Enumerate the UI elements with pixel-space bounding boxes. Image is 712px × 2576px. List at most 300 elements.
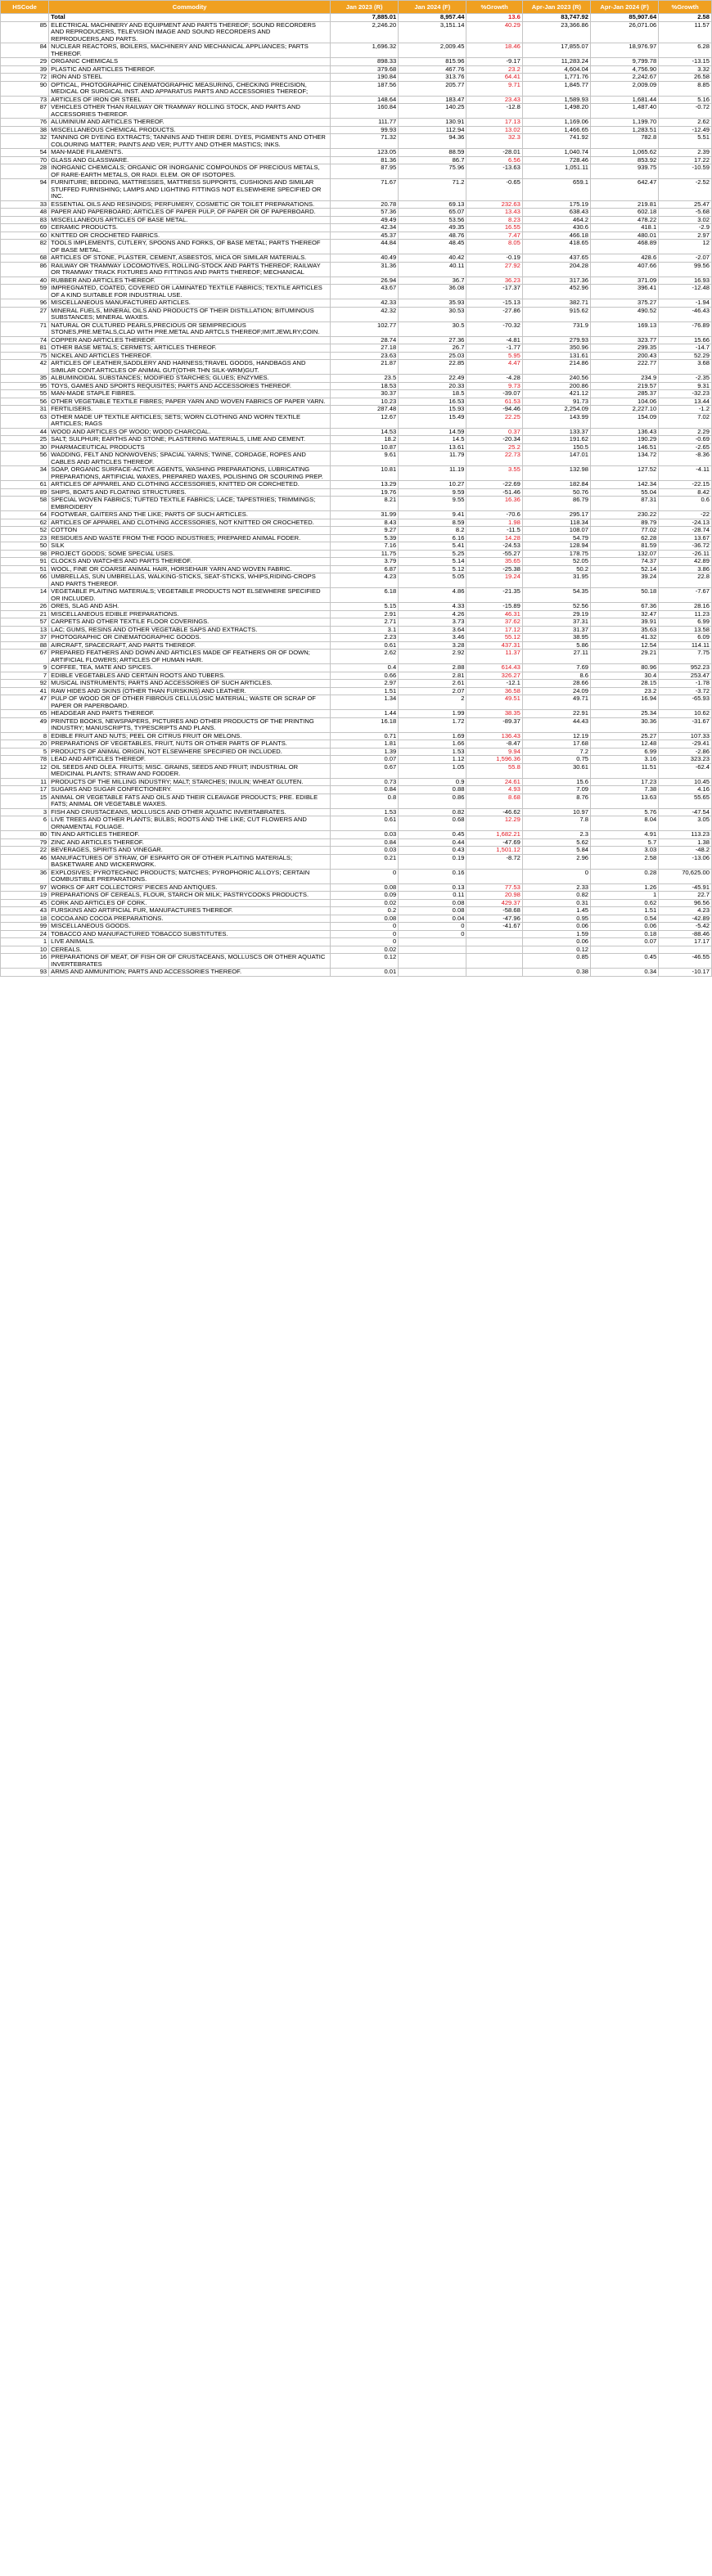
cell-jan-2024: 3.64 — [399, 626, 466, 634]
cell-jan-2023: 16.18 — [331, 717, 399, 732]
cell-apr-jan-2023: 418.65 — [522, 240, 590, 254]
cell-growth-cumulative: 7.75 — [659, 650, 712, 664]
cell-hscode: 67 — [1, 650, 49, 664]
cell-apr-jan-2023: 10.97 — [522, 808, 590, 816]
cell-commodity: MUSICAL INSTRUMENTS; PARTS AND ACCESSORIES OF SUCH ARTICLES. — [49, 680, 331, 688]
cell-jan-2023: 3.79 — [331, 558, 399, 566]
header-growth-cumulative[interactable]: %Growth — [659, 1, 712, 14]
table-row — [1, 573, 712, 588]
cell-hscode: 27 — [1, 307, 49, 321]
cell-apr-jan-2023: 1,466.65 — [522, 126, 590, 134]
table-row — [1, 285, 712, 299]
cell-apr-jan-2024: 230.22 — [591, 511, 659, 519]
cell-growth-month: 37.62 — [466, 618, 522, 627]
cell-apr-jan-2024: 219.57 — [591, 382, 659, 390]
cell-growth-month — [466, 869, 522, 883]
cell-apr-jan-2023: 118.34 — [522, 519, 590, 527]
cell-jan-2024: 5.14 — [399, 558, 466, 566]
cell-commodity: OPTICAL, PHOTOGRAPHIC CINEMATOGRAPHIC MEASURING, CHECKING PRECISION, MEDICAL OR SURGICAL INST. AND APPARATUS PARTS AND ACCESSORIES THEREOF; — [49, 81, 331, 96]
cell-jan-2023: 0.03 — [331, 847, 399, 855]
cell-jan-2024: 15.93 — [399, 406, 466, 414]
cell-commodity: FURSKINS AND ARTIFICIAL FUR, MANUFACTURES THEREOF. — [49, 907, 331, 915]
cell-jan-2024: 0.45 — [399, 831, 466, 839]
cell-growth-month: 22.25 — [466, 413, 522, 428]
header-row — [1, 1, 712, 14]
cell-jan-2024: 5.12 — [399, 565, 466, 573]
header-hscode[interactable]: HSCode — [1, 1, 49, 14]
cell-hscode: 71 — [1, 321, 49, 336]
cell-apr-jan-2023: 2.3 — [522, 831, 590, 839]
cell-commodity: ELECTRICAL MACHINERY AND EQUIPMENT AND PARTS THEREOF; SOUND RECORDERS AND REPRODUCERS, TELEVISION IMAGE AND SOUND RECORDERS AND REPRODUCERS,AND PARTS. — [49, 21, 331, 43]
cell-growth-cumulative: 2.97 — [659, 232, 712, 240]
header-commodity[interactable]: Commodity — [49, 1, 331, 14]
cell-growth-month: 77.53 — [466, 883, 522, 892]
cell-growth-cumulative: -13.06 — [659, 854, 712, 869]
cell-jan-2024: 36.08 — [399, 285, 466, 299]
cell-commodity: WOOL, FINE OR COARSE ANIMAL HAIR, HORSEHAIR YARN AND WOVEN FABRIC. — [49, 565, 331, 573]
cell-hscode: 90 — [1, 81, 49, 96]
cell-commodity: SPECIAL WOVEN FABRICS; TUFTED TEXTILE FABRICS; LACE; TAPESTRIES; TRIMMINGS; EMBROIDERY — [49, 497, 331, 511]
cell-jan-2023: 0 — [331, 923, 399, 931]
cell-jan-2024: 9.55 — [399, 497, 466, 511]
cell-growth-cumulative: -1.78 — [659, 680, 712, 688]
cell-apr-jan-2024: 1,681.44 — [591, 96, 659, 104]
cell-commodity: NATURAL OR CULTURED PEARLS,PRECIOUS OR SEMIPRECIOUS STONES,PRE.METALS,CLAD WITH PRE.METAL AND ARTCLS THEREOF;IMIT.JEWLRY;COIN. — [49, 321, 331, 336]
cell-hscode: 61 — [1, 481, 49, 489]
cell-apr-jan-2023: 0 — [522, 869, 590, 883]
cell-jan-2024: 36.7 — [399, 276, 466, 285]
cell-apr-jan-2023: 204.28 — [522, 262, 590, 276]
cell-apr-jan-2023: 143.99 — [522, 413, 590, 428]
cell-jan-2024: 6.16 — [399, 534, 466, 542]
total-growth-month: 13.6 — [466, 14, 522, 22]
table-row — [1, 81, 712, 96]
cell-growth-cumulative: 9.31 — [659, 382, 712, 390]
cell-growth-month: 36.58 — [466, 687, 522, 695]
cell-jan-2024: 86.7 — [399, 156, 466, 164]
cell-jan-2024: 0.11 — [399, 892, 466, 900]
cell-growth-month: 6.56 — [466, 156, 522, 164]
cell-apr-jan-2024: 190.29 — [591, 436, 659, 444]
cell-hscode: 50 — [1, 542, 49, 551]
cell-growth-month: -51.46 — [466, 488, 522, 497]
cell-hscode: 56 — [1, 452, 49, 466]
table-row — [1, 254, 712, 263]
cell-commodity: SOAP, ORGANIC SURFACE-ACTIVE AGENTS, WASHING PREPARATIONS, LUBRICATING PREPARATIONS, ARTIFICIAL WAXES, PREPARED WAXES, POLISHING OR SCOURING PREP. — [49, 466, 331, 481]
cell-commodity: VEGETABLE PLAITING MATERIALS; VEGETABLE PRODUCTS NOT ELSEWHERE SPECIFIED OR INCLUDED. — [49, 588, 331, 603]
cell-jan-2023: 2.91 — [331, 610, 399, 618]
cell-jan-2024: 30.5 — [399, 321, 466, 336]
cell-jan-2023: 40.49 — [331, 254, 399, 263]
table-row — [1, 74, 712, 82]
table-row — [1, 321, 712, 336]
cell-jan-2023: 71.32 — [331, 134, 399, 149]
cell-apr-jan-2023: 5.86 — [522, 641, 590, 650]
table-row — [1, 740, 712, 749]
cell-hscode: 42 — [1, 360, 49, 375]
cell-jan-2024 — [399, 954, 466, 969]
table-row — [1, 65, 712, 74]
cell-apr-jan-2024: 25.34 — [591, 710, 659, 718]
cell-hscode: 74 — [1, 336, 49, 344]
cell-growth-month: -47.96 — [466, 915, 522, 923]
cell-hscode: 19 — [1, 892, 49, 900]
cell-apr-jan-2024: 12.48 — [591, 740, 659, 749]
cell-jan-2024: 71.2 — [399, 179, 466, 201]
total-label: Total — [49, 14, 331, 22]
table-row — [1, 618, 712, 627]
cell-apr-jan-2024: 55.04 — [591, 488, 659, 497]
cell-growth-cumulative: -62.4 — [659, 763, 712, 778]
cell-jan-2023: 1.34 — [331, 695, 399, 710]
cell-apr-jan-2024: 39.24 — [591, 573, 659, 588]
cell-jan-2024: 1.53 — [399, 748, 466, 756]
cell-jan-2023: 187.56 — [331, 81, 399, 96]
cell-hscode: 68 — [1, 254, 49, 263]
cell-growth-cumulative: 17.17 — [659, 938, 712, 946]
cell-growth-cumulative: -32.23 — [659, 390, 712, 398]
cell-jan-2023: 0.03 — [331, 831, 399, 839]
cell-jan-2024: 10.27 — [399, 481, 466, 489]
cell-growth-cumulative: 99.56 — [659, 262, 712, 276]
cell-growth-month: 20.98 — [466, 892, 522, 900]
cell-commodity: BEVERAGES, SPIRITS AND VINEGAR. — [49, 847, 331, 855]
cell-jan-2024: 40.11 — [399, 262, 466, 276]
cell-apr-jan-2023: 11,283.24 — [522, 58, 590, 66]
cell-jan-2023: 2.62 — [331, 650, 399, 664]
cell-jan-2023: 1.53 — [331, 808, 399, 816]
cell-jan-2024: 27.36 — [399, 336, 466, 344]
cell-apr-jan-2024: 18,976.97 — [591, 43, 659, 58]
cell-growth-month: -17.37 — [466, 285, 522, 299]
cell-growth-cumulative: 4.23 — [659, 907, 712, 915]
cell-apr-jan-2024: 418.1 — [591, 224, 659, 232]
cell-jan-2024: 8.59 — [399, 519, 466, 527]
cell-apr-jan-2024: 468.89 — [591, 240, 659, 254]
table-row — [1, 119, 712, 127]
cell-apr-jan-2024: 41.32 — [591, 634, 659, 642]
cell-growth-month: 55.8 — [466, 763, 522, 778]
header-jan-2024[interactable]: Jan 2024 (F) — [399, 1, 466, 14]
cell-jan-2023: 18.2 — [331, 436, 399, 444]
cell-growth-cumulative: -42.89 — [659, 915, 712, 923]
cell-jan-2023: 898.33 — [331, 58, 399, 66]
cell-jan-2023: 0.2 — [331, 907, 399, 915]
cell-apr-jan-2023: 2,254.09 — [522, 406, 590, 414]
cell-jan-2023: 2.97 — [331, 680, 399, 688]
cell-commodity: GLASS AND GLASSWARE. — [49, 156, 331, 164]
cell-commodity: SHIPS, BOATS AND FLOATING STRUCTURES. — [49, 488, 331, 497]
cell-commodity: SILK — [49, 542, 331, 551]
header-apr-jan-2023[interactable]: Apr-Jan 2023 (R) — [522, 1, 590, 14]
cell-growth-cumulative: 52.29 — [659, 352, 712, 360]
cell-commodity: PRODUCTS OF THE MILLING INDUSTRY; MALT; STARCHES; INULIN; WHEAT GLUTEN. — [49, 778, 331, 786]
cell-jan-2024: 4.26 — [399, 610, 466, 618]
table-row — [1, 43, 712, 58]
cell-commodity: TIN AND ARTICLES THEREOF. — [49, 831, 331, 839]
cell-hscode: 24 — [1, 930, 49, 938]
table-row — [1, 816, 712, 831]
header-jan-2023[interactable]: Jan 2023 (R) — [331, 1, 399, 14]
cell-apr-jan-2023: 7.8 — [522, 816, 590, 831]
cell-growth-cumulative: 15.66 — [659, 336, 712, 344]
cell-apr-jan-2023: 37.31 — [522, 618, 590, 627]
cell-hscode: 94 — [1, 179, 49, 201]
cell-apr-jan-2023: 466.18 — [522, 232, 590, 240]
table-row — [1, 588, 712, 603]
cell-commodity: NICKEL AND ARTICLES THEREOF. — [49, 352, 331, 360]
table-row — [1, 209, 712, 217]
cell-hscode: 11 — [1, 778, 49, 786]
cell-jan-2023: 31.36 — [331, 262, 399, 276]
cell-jan-2023: 0.21 — [331, 854, 399, 869]
table-row — [1, 969, 712, 977]
cell-jan-2023: 0 — [331, 869, 399, 883]
cell-commodity: MINERAL FUELS, MINERAL OILS AND PRODUCTS OF THEIR DISTILLATION; BITUMINOUS SUBSTANCES; MINERAL WAXES. — [49, 307, 331, 321]
cell-hscode: 91 — [1, 558, 49, 566]
cell-growth-cumulative: -10.17 — [659, 969, 712, 977]
header-growth-month[interactable]: %Growth — [466, 1, 522, 14]
cell-commodity: ARTICLES OF APPAREL AND CLOTHING ACCESSORIES, KNITTED OR CORCHETED. — [49, 481, 331, 489]
cell-jan-2024: 0.9 — [399, 778, 466, 786]
cell-jan-2024: 2.61 — [399, 680, 466, 688]
cell-growth-month: 9.73 — [466, 382, 522, 390]
cell-growth-cumulative: -13.15 — [659, 58, 712, 66]
table-row — [1, 519, 712, 527]
cell-growth-month: 23.43 — [466, 96, 522, 104]
cell-commodity: PREPARATIONS OF VEGETABLES, FRUIT, NUTS OR OTHER PARTS OF PLANTS. — [49, 740, 331, 749]
cell-growth-cumulative: 10.62 — [659, 710, 712, 718]
cell-hscode: 21 — [1, 610, 49, 618]
cell-jan-2024: 48.45 — [399, 240, 466, 254]
cell-jan-2024: 11.19 — [399, 466, 466, 481]
cell-jan-2024: 5.25 — [399, 550, 466, 558]
cell-growth-month: -12.1 — [466, 680, 522, 688]
cell-apr-jan-2024: 200.43 — [591, 352, 659, 360]
table-row — [1, 179, 712, 201]
cell-jan-2024: 4.33 — [399, 603, 466, 611]
cell-apr-jan-2023: 214.86 — [522, 360, 590, 375]
cell-growth-cumulative: -5.68 — [659, 209, 712, 217]
cell-jan-2024: 0.86 — [399, 793, 466, 808]
cell-commodity: OTHER VEGETABLE TEXTILE FIBRES; PAPER YARN AND WOVEN FABRICS OF PAPER YARN. — [49, 398, 331, 406]
cell-growth-month: -47.69 — [466, 838, 522, 847]
cell-commodity: PRINTED BOOKS, NEWSPAPERS, PICTURES AND OTHER PRODUCTS OF THE PRINTING INDUSTRY; MANUSCRIPTS, TYPESCRIPTS AND PLANS. — [49, 717, 331, 732]
cell-jan-2023: 123.05 — [331, 149, 399, 157]
cell-jan-2024: 88.59 — [399, 149, 466, 157]
cell-growth-cumulative: 3.02 — [659, 216, 712, 224]
cell-commodity: PHARMACEUTICAL PRODUCTS — [49, 443, 331, 452]
table-row — [1, 695, 712, 710]
cell-commodity: ALBUMINOIDAL SUBSTANCES; MODIFIED STARCHES; GLUES; ENZYMES. — [49, 375, 331, 383]
table-row — [1, 542, 712, 551]
cell-jan-2024: 0.04 — [399, 915, 466, 923]
cell-jan-2024: 9.41 — [399, 511, 466, 519]
cell-growth-month: 16.36 — [466, 497, 522, 511]
table-row — [1, 164, 712, 179]
cell-jan-2024: 49.35 — [399, 224, 466, 232]
cell-hscode: 26 — [1, 603, 49, 611]
cell-apr-jan-2024: 30.4 — [591, 672, 659, 680]
cell-growth-month: 13.43 — [466, 209, 522, 217]
cell-growth-month: -89.37 — [466, 717, 522, 732]
cell-jan-2023: 1,696.32 — [331, 43, 399, 58]
cell-hscode: 78 — [1, 756, 49, 764]
cell-hscode: 31 — [1, 406, 49, 414]
cell-growth-month: 36.23 — [466, 276, 522, 285]
cell-hscode: 15 — [1, 793, 49, 808]
cell-growth-cumulative: -7.67 — [659, 588, 712, 603]
cell-jan-2023: 190.84 — [331, 74, 399, 82]
cell-apr-jan-2023: 1,845.77 — [522, 81, 590, 96]
cell-growth-month: 232.63 — [466, 200, 522, 209]
cell-hscode: 23 — [1, 534, 49, 542]
cell-hscode: 62 — [1, 519, 49, 527]
cell-jan-2024: 3.73 — [399, 618, 466, 627]
cell-growth-cumulative: -28.74 — [659, 527, 712, 535]
cell-jan-2023: 31.99 — [331, 511, 399, 519]
table-row — [1, 360, 712, 375]
cell-apr-jan-2024: 6.99 — [591, 748, 659, 756]
cell-growth-month: 13.02 — [466, 126, 522, 134]
cell-jan-2024: 5.05 — [399, 573, 466, 588]
cell-jan-2024: 22.49 — [399, 375, 466, 383]
cell-growth-cumulative: 107.33 — [659, 732, 712, 740]
cell-growth-month: -8.72 — [466, 854, 522, 869]
cell-hscode: 8 — [1, 732, 49, 740]
cell-commodity: FERTILISERS. — [49, 406, 331, 414]
cell-growth-month: 55.12 — [466, 634, 522, 642]
cell-growth-month: 49.51 — [466, 695, 522, 710]
cell-hscode: 43 — [1, 907, 49, 915]
cell-apr-jan-2023: 0.31 — [522, 899, 590, 907]
cell-apr-jan-2024: 0.07 — [591, 938, 659, 946]
cell-jan-2023: 9.27 — [331, 527, 399, 535]
table-row — [1, 21, 712, 43]
cell-jan-2024 — [399, 969, 466, 977]
cell-growth-month: 17.12 — [466, 626, 522, 634]
cell-apr-jan-2023: 131.61 — [522, 352, 590, 360]
cell-apr-jan-2023: 31.37 — [522, 626, 590, 634]
cell-apr-jan-2023: 1,051.11 — [522, 164, 590, 179]
cell-jan-2023: 21.87 — [331, 360, 399, 375]
cell-apr-jan-2023: 915.62 — [522, 307, 590, 321]
cell-apr-jan-2024: 0.06 — [591, 923, 659, 931]
header-apr-jan-2024[interactable]: Apr-Jan 2024 (F) — [591, 1, 659, 14]
cell-jan-2024: 9.59 — [399, 488, 466, 497]
table-row — [1, 664, 712, 672]
cell-jan-2024: 3.46 — [399, 634, 466, 642]
cell-apr-jan-2023: 5.84 — [522, 847, 590, 855]
cell-commodity: EDIBLE VEGETABLES AND CERTAIN ROOTS AND TUBERS. — [49, 672, 331, 680]
cell-commodity: OIL SEEDS AND OLEA. FRUITS; MISC. GRAINS, SEEDS AND FRUIT; INDUSTRIAL OR MEDICINAL PLANTS; STRAW AND FODDER. — [49, 763, 331, 778]
cell-apr-jan-2023: 8.6 — [522, 672, 590, 680]
cell-apr-jan-2023: 17.68 — [522, 740, 590, 749]
cell-growth-month — [466, 969, 522, 977]
cell-growth-month: 437.31 — [466, 641, 522, 650]
cell-apr-jan-2023: 731.9 — [522, 321, 590, 336]
cell-growth-cumulative: 8.85 — [659, 81, 712, 96]
cell-growth-cumulative: -24.13 — [659, 519, 712, 527]
cell-apr-jan-2023: 638.43 — [522, 209, 590, 217]
cell-hscode: 57 — [1, 618, 49, 627]
cell-apr-jan-2023: 0.12 — [522, 946, 590, 954]
cell-growth-cumulative: 3.05 — [659, 816, 712, 831]
cell-growth-cumulative: 28.16 — [659, 603, 712, 611]
cell-jan-2024: 40.42 — [399, 254, 466, 263]
cell-jan-2023: 28.74 — [331, 336, 399, 344]
cell-jan-2024: 14.5 — [399, 436, 466, 444]
cell-jan-2024 — [399, 946, 466, 954]
cell-apr-jan-2023: 182.84 — [522, 481, 590, 489]
cell-apr-jan-2023: 86.79 — [522, 497, 590, 511]
cell-jan-2023: 5.15 — [331, 603, 399, 611]
cell-commodity: ZINC AND ARTICLES THEREOF. — [49, 838, 331, 847]
cell-jan-2023: 10.87 — [331, 443, 399, 452]
cell-commodity: ARMS AND AMMUNITION; PARTS AND ACCESSORIES THEREOF. — [49, 969, 331, 977]
cell-growth-cumulative: 6.99 — [659, 618, 712, 627]
table-row — [1, 756, 712, 764]
cell-apr-jan-2023: 52.56 — [522, 603, 590, 611]
cell-growth-month: 12.29 — [466, 816, 522, 831]
cell-hscode: 93 — [1, 969, 49, 977]
table-row — [1, 375, 712, 383]
cell-apr-jan-2023: 1,040.74 — [522, 149, 590, 157]
cell-growth-month: -46.62 — [466, 808, 522, 816]
cell-growth-cumulative: -22 — [659, 511, 712, 519]
table-row — [1, 413, 712, 428]
cell-apr-jan-2024: 104.06 — [591, 398, 659, 406]
cell-growth-month: 8.68 — [466, 793, 522, 808]
cell-jan-2024: 30.53 — [399, 307, 466, 321]
cell-apr-jan-2024: 154.09 — [591, 413, 659, 428]
cell-growth-month: 4.93 — [466, 786, 522, 794]
cell-apr-jan-2023: 317.36 — [522, 276, 590, 285]
cell-growth-month: 1,682.21 — [466, 831, 522, 839]
cell-commodity: RAW HIDES AND SKINS (OTHER THAN FURSKINS) AND LEATHER. — [49, 687, 331, 695]
cell-hscode: 69 — [1, 224, 49, 232]
cell-apr-jan-2023: 175.19 — [522, 200, 590, 209]
cell-jan-2023: 9.61 — [331, 452, 399, 466]
cell-growth-month: 64.41 — [466, 74, 522, 82]
cell-growth-month — [466, 954, 522, 969]
cell-growth-cumulative: 22.8 — [659, 573, 712, 588]
cell-growth-cumulative: -88.46 — [659, 930, 712, 938]
cell-commodity: LIVE TREES AND OTHER PLANTS; BULBS; ROOTS AND THE LIKE; CUT FLOWERS AND ORNAMENTAL FOLIAGE. — [49, 816, 331, 831]
cell-apr-jan-2023: 50.2 — [522, 565, 590, 573]
cell-growth-cumulative: -65.93 — [659, 695, 712, 710]
cell-apr-jan-2023: 437.65 — [522, 254, 590, 263]
cell-apr-jan-2024: 0.45 — [591, 954, 659, 969]
cell-hscode: 51 — [1, 565, 49, 573]
cell-jan-2023: 0 — [331, 930, 399, 938]
cell-commodity: FURNITURE; BEDDING, MATTRESSES, MATTRESS SUPPORTS, CUSHIONS AND SIMILAR STUFFED FURNISHING; LAMPS AND LIGHTING FITTINGS NOT ELSEWHERE SPECIFIED OR INC. — [49, 179, 331, 201]
cell-growth-month: 11.37 — [466, 650, 522, 664]
cell-growth-month: 22.73 — [466, 452, 522, 466]
cell-growth-month: 0.37 — [466, 428, 522, 436]
cell-hscode: 5 — [1, 748, 49, 756]
cell-jan-2024: 8.2 — [399, 527, 466, 535]
cell-jan-2023: 0.08 — [331, 883, 399, 892]
cell-hscode: 14 — [1, 588, 49, 603]
cell-jan-2024 — [399, 938, 466, 946]
cell-growth-month: -27.86 — [466, 307, 522, 321]
cell-growth-cumulative: -48.2 — [659, 847, 712, 855]
cell-growth-month: -1.77 — [466, 344, 522, 353]
cell-apr-jan-2023: 15.6 — [522, 778, 590, 786]
cell-apr-jan-2024: 132.07 — [591, 550, 659, 558]
table-row — [1, 299, 712, 308]
